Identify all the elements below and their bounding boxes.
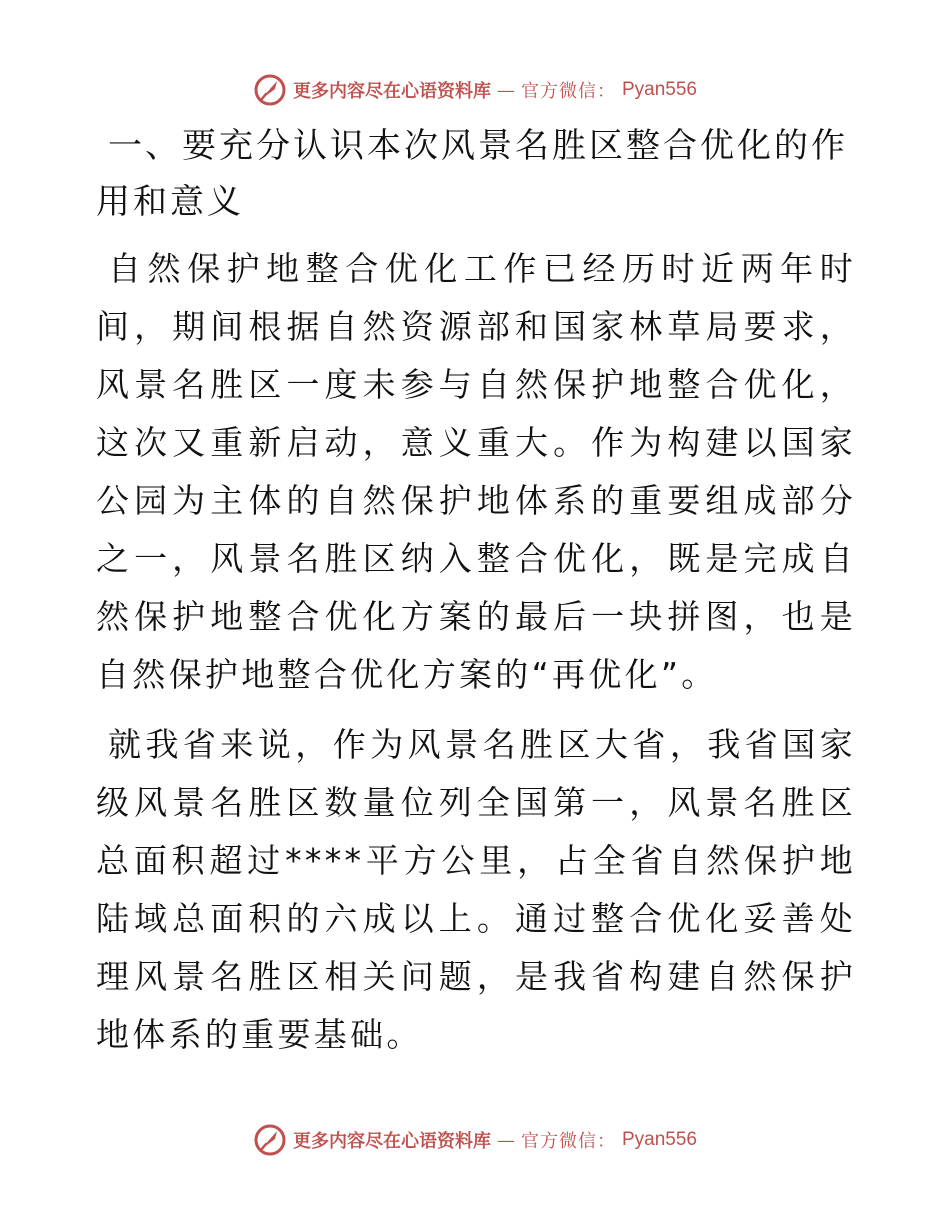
banner-separator: — xyxy=(496,79,515,101)
footer-watermark-banner xyxy=(0,1120,950,1160)
banner-wechat-label: 官方微信： xyxy=(520,1131,616,1152)
banner-wechat-id: Pyan556 xyxy=(621,79,697,100)
banner-separator: — xyxy=(496,1129,515,1151)
banner-wechat-id: Pyan556 xyxy=(621,1129,697,1150)
paragraph-1: 自然保护地整合优化工作已经历时近两年时间，期间根据自然资源部和国家林草局要求，风景名胜区一度未参与自然保护地整合优化，这次又重新启动，意义重大。作为构建以国家公园为主体的自然保护地体系的重要组成部分之一，风景名胜区纳入整合优化，既是完成自然保护地整合优化方案的最后一块拼图，也是自然保护地整合优化方案的“再优化”。 xyxy=(96,249,856,694)
document-body xyxy=(96,118,856,1076)
header-watermark-banner xyxy=(0,70,950,110)
quill-logo-icon xyxy=(253,73,287,107)
paragraph-2: 就我省来说，作为风景名胜区大省，我省国家级风景名胜区数量位列全国第一，风景名胜区总面积超过****平方公里，占全省自然保护地陆域总面积的六成以上。通过整合优化妥善处理风景名胜区相关问题，是我省构建自然保护地体系的重要基础。 xyxy=(96,725,856,1054)
banner-main-text: 更多内容尽在心语资料库 xyxy=(292,81,491,102)
quill-logo-icon xyxy=(253,1123,287,1157)
banner-main-text: 更多内容尽在心语资料库 xyxy=(292,1131,491,1152)
banner-wechat-label: 官方微信： xyxy=(520,81,616,102)
section-heading: 一、要充分认识本次风景名胜区整合优化的作用和意义 xyxy=(96,126,848,222)
